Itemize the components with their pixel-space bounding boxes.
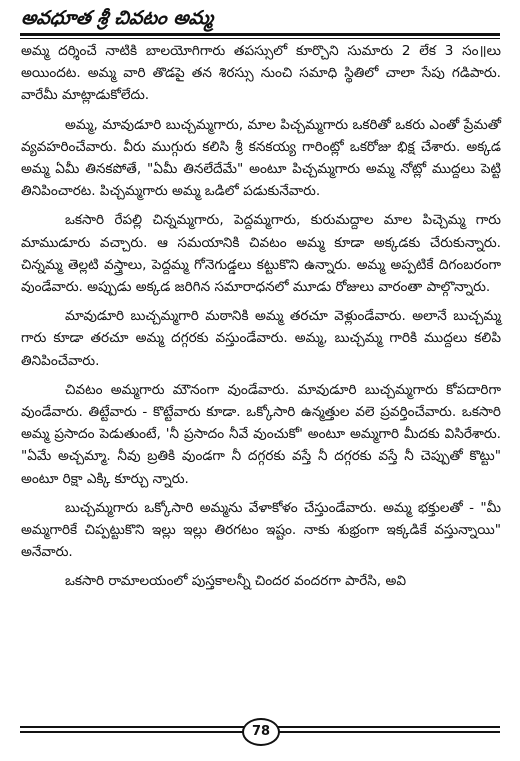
page-footer <box>20 718 500 754</box>
header-rule-thin <box>20 38 500 39</box>
running-header <box>20 6 500 30</box>
paragraph-3: ఒకసారి రేపల్లి చిన్నమ్మగారు, పెద్దమ్మగారు, కురుమద్దాల మాల పిచ్చెమ్మ గారు మాముడూరు వచ్చారు. ఆ సమయానికి చివటం అమ్మ కూడా అక్కడకు చేరుకున్నారు. చిన్నమ్మ తెల్లటి వస్త్రాలు, పెద్దమ్మ గోనెగుడ్డలు కట్టుకొని ఉన్నారు. అమ్మ అప్పటికే దిగంబరంగా వుండేవారు. అప్పుడు అక్కడ జరిగిన సమారాధనలో మూడు రోజులు వారంతా పాల్గొన్నారు. <box>21 212 501 296</box>
paragraph-7: ఒకసారి రామాలయంలో పుస్తకాలన్నీ చిందర వందరగా పారేసి, అవి <box>65 573 406 590</box>
book-title: అవధూత శ్రీ చివటం అమ్మ <box>20 7 215 29</box>
paragraph-4: మావుడూరి బుచ్చమ్మగారి మఠానికి అమ్మ తరచూ వెళ్లుండేవారు. అలానే బుచ్చమ్మ గారు కూడా తరచూ అమ్మ దగ్గరకు వస్తుండేవారు. అమ్మ, బుచ్చమ్మ గారికి ముద్దలు కలిపి తినిపించేవారు. <box>21 308 501 369</box>
paragraph-5: చివటం అమ్మగారు మౌనంగా వుండేవారు. మావుడూరి బుచ్చమ్మగారు కోపదారిగా వుండేవారు. తిట్టేవారు - కొట్టేవారు కూడా. ఒక్కోసారి ఉన్మత్తుల వలె ప్రవర్తించేవారు. ఒకసారి అమ్మ ప్రసాదం పెడుతుంటే, 'నీ ప్రసాదం నీవే వుంచుకో' అంటూ అమ్మగారి మీదకు విసిరేశారు. "ఏమే అచ్చమ్మా. నీవు బ్రతికి వుండగా నీ దగ్గరకు వస్తే నీ దగ్గరకు వస్తే నీ చెప్పుతో కొట్టు" అంటూ రిక్షా ఎక్కి కూర్చు న్నారు. <box>21 381 501 487</box>
body-text <box>21 40 501 600</box>
header-rule-thick <box>20 33 500 36</box>
paragraph-6: బుచ్చమ్మగారు ఒక్కోసారి అమ్మను వేళాకోళం చేస్తుండేవారు. అమ్మ భక్తులతో - "మీ అమ్మగారికే చిప్పట్టుకొని ఇల్లు ఇల్లు తిరగటం ఇష్టం. నాకు శుభ్రంగా ఇక్కడికే వస్తున్నాయి" అనేవారు. <box>21 499 501 561</box>
paragraph-1: అమ్మ దర్శించే నాటికి బాలయోగిగారు తపస్సులో కూర్చొని సుమారు 2 లేక 3 సం॥లు అయిందట. అమ్మ వారి తొడపై తన శిరస్సు నుంచి సమాధి స్థితిలో చాలా సేపు గడిపారు. వారేమీ మాట్లాడుకోలేదు. <box>21 43 501 104</box>
paragraph-2: అమ్మ, మావుడూరి బుచ్చమ్మగారు, మాల పిచ్చమ్మగారు ఒకరితో ఒకరు ఎంతో ప్రేమతో వ్యవహరించేవారు. వీరు ముగ్గురు కలిసి శ్రీ కనకయ్య గారింట్లో ఒకరోజు భిక్ష చేశారు. అక్కడ అమ్మ ఏమీ తినకపోతే, "ఏమీ తినలేదేమే" అంటూ పిచ్చమ్మగారు అమ్మ నోట్లో ముద్దలు పెట్టి తినిపించారట. పిచ్చమ్మగారు అమ్మ ఒడిలో పడుకునేవారు. <box>21 116 501 200</box>
page-number: 78 <box>242 718 280 746</box>
